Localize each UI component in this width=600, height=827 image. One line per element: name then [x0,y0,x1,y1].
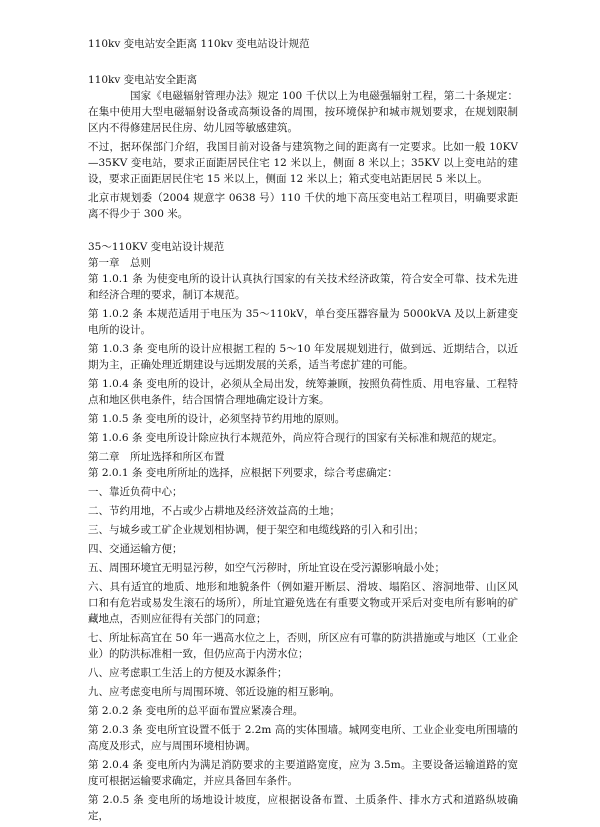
chapter-heading-site-selection: 第二章 所址选择和所区布置 [88,451,225,463]
article-2-0-1: 第 2.0.1 条 变电所所址的选择，应根据下列要求，综合考虑确定： [88,467,398,479]
article-1-0-4: 第 1.0.4 条 变电所的设计，必须从全局出发，统筹兼顾，按照负荷性质、用电容量、工程特点和地区供电条件，结合国情合理地确定设计方案。 [88,378,518,406]
list-item: 一、靠近负荷中心； [88,486,183,498]
article-1-0-5: 第 1.0.5 条 变电所的设计，必须坚持节约用地的原则。 [88,413,346,425]
spacer [88,225,518,239]
article-1-0-6: 第 1.0.6 条 变电所设计除应执行本规范外，尚应符合现行的国家有关标准和规范的规定。 [88,432,503,444]
paragraph-beijing-planning: 北京市规划委（2004 规意字 0638 号）110 千伏的地下高压变电站工程项目，明确要求距离不得少于 300 米。 [88,192,518,220]
document-page [88,36,518,827]
paragraph-regulation: 国家《电磁辐射管理办法》规定 100 千伏以上为电磁强辐射工程，第二十条规定：在集中使用大型电磁辐射设备或高频设备的周围，按环境保护和城市规划要求，在规划限制区内不得修建居民住房、幼儿园等敏感建筑。 [88,90,518,134]
list-item: 八、应考虑职工生活上的方便及水源条件； [88,667,288,679]
spacer [88,52,518,72]
chapter-heading-general: 第一章 总则 [88,257,151,269]
list-item: 二、节约用地，不占或少占耕地及经济效益高的土地； [88,505,340,517]
list-item: 三、与城乡或工矿企业规划相协调，便于架空和电缆线路的引入和引出； [88,524,424,536]
article-1-0-2: 第 1.0.2 条 本规范适用于电压为 35～110kV，单台变压器容量为 5000kVA 及以上新建变电所的设计。 [88,308,518,336]
article-1-0-3: 第 1.0.3 条 变电所的设计应根据工程的 5～10 年发展规划进行，做到远、近期结合，以近期为主，正确处理近期建设与远期发展的关系，适当考虑扩建的可能。 [88,343,518,371]
article-2-0-2: 第 2.0.2 条 变电所的总平面布置应紧凑合理。 [88,705,304,717]
list-item: 六、具有适宜的地质、地形和地貌条件（例如避开断层、滑坡、塌陷区、溶洞地带、山区风口和有危岩或易发生滚石的场所），所址宜避免选在有重要文物或开采后对变电所有影响的矿藏地点，否则应征得有关部门的同意； [88,581,518,625]
paragraph-distance-requirements: 不过，据环保部门介绍，我国目前对设备与建筑物之间的距离有一定要求。比如一般 10KV—35KV 变电站，要求正面距居民住宅 12 米以上，侧面 8 米以上；35KV 以上变电站的建设，要求正面距居民住宅 15 米以上，侧面 12 米以上；箱式变电站距居民 5 米以上。 [88,141,518,185]
article-2-0-5: 第 2.0.5 条 变电所的场地设计坡度，应根据设备布置、土质条件、排水方式和道路纵坡确定， [88,794,518,822]
list-item: 九、应考虑变电所与周围环境、邻近设施的相互影响。 [88,686,340,698]
section-heading-design-spec: 35～110KV 变电站设计规范 [88,241,225,253]
list-item: 四、交通运输方便； [88,543,183,555]
list-item: 五、周围环境宜无明显污秽，如空气污秽时，所址宜设在受污源影响最小处； [88,562,445,574]
article-2-0-3: 第 2.0.3 条 变电所宜设置不低于 2.2m 高的实体围墙。城网变电所、工业企业变电所围墙的高度及形式，应与周围环境相协调。 [88,724,518,752]
section-heading-safety-distance: 110kv 变电站安全距离 [88,74,198,86]
list-item: 七、所址标高宜在 50 年一遇高水位之上，否则，所区应有可靠的防洪措施或与地区（工业企业）的防洪标准相一致，但仍应高于内涝水位； [88,632,518,660]
article-2-0-4: 第 2.0.4 条 变电所内为满足消防要求的主要道路宽度，应为 3.5m。主要设备运输道路的宽度可根据运输要求确定，并应具备回车条件。 [88,759,518,787]
article-1-0-1: 第 1.0.1 条 为使变电所的设计认真执行国家的有关技术经济政策，符合安全可靠、技术先进和经济合理的要求，制订本规范。 [88,273,518,301]
document-title: 110kv 变电站安全距离 110kv 变电站设计规范 [88,38,310,50]
